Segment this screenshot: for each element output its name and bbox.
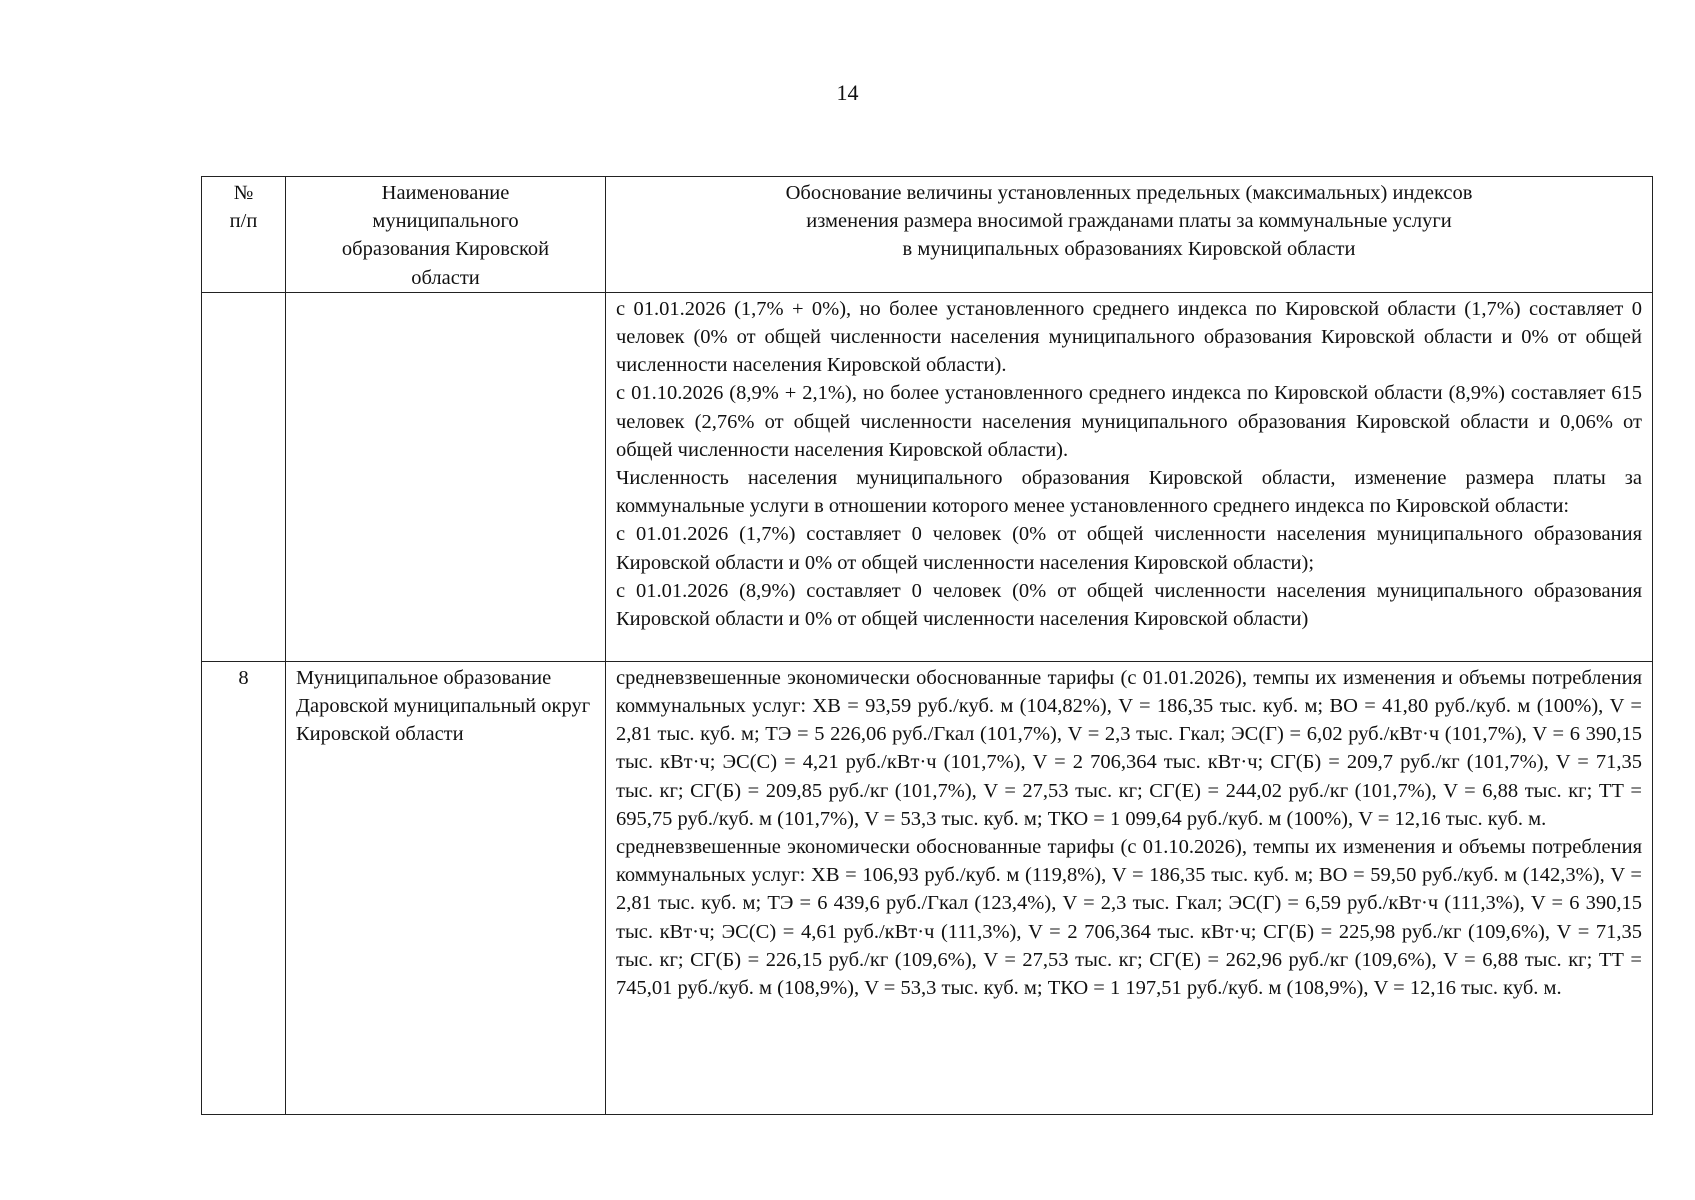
header-justification-line: изменения размера вносимой гражданами платы за коммунальные услуги [806,210,1452,233]
row-number-cell: 8 [202,661,286,1114]
header-justification-line: в муниципальных образованиях Кировской области [902,238,1356,261]
justification-paragraph: с 01.01.2026 (1,7%) составляет 0 человек (0% от общей численности населения муниципального образования Кировской области и 0% от общей численности населения Кировской области); [616,523,1642,574]
tariff-justification-table [201,176,1653,1115]
header-municipality-name [286,177,606,293]
page-number: 14 [836,80,859,105]
row-justification-cell [606,292,1653,661]
justification-paragraph: средневзвешенные экономически обоснованные тарифы (с 01.10.2026), темпы их изменения и объемы потребления коммунальных услуг: ХВ = 106,93 руб./куб. м (119,8%), V = 186,35 тыс. куб. м; ВО = 59,50 руб./куб. м (142,3%), V = 2,81 тыс. куб. м; ТЭ = 6 439,6 руб./Гкал (123,4%), V = 2,3 тыс. Гкал; ЭС(Г) = 6,59 руб./кВт·ч (111,3%), V = 6 390,15 тыс. кВт·ч; ЭС(С) = 4,61 руб./кВт·ч (111,3%), V = 2 706,364 тыс. кВт·ч; СГ(Б) = 225,98 руб./кг (109,6%), V = 71,35 тыс. кг; СГ(Б) = 226,15 руб./кг (109,6%), V = 27,53 тыс. кг; СГ(Е) = 262,96 руб./кг (109,6%), V = 6,88 тыс. кг; ТТ = 745,01 руб./куб. м (108,9%), V = 53,3 тыс. куб. м; ТКО = 1 197,51 руб./куб. м (108,9%), V = 12,16 тыс. куб. м. [616,836,1642,1000]
row-number-cell [202,292,286,661]
row-name-cell [286,292,606,661]
header-number [202,177,286,293]
header-number-line: п/п [229,210,258,233]
justification-paragraph: средневзвешенные экономически обоснованные тарифы (с 01.01.2026), темпы их изменения и объемы потребления коммунальных услуг: ХВ = 93,59 руб./куб. м (104,82%), V = 186,35 тыс. куб. м; ВО = 41,80 руб./куб. м (100%), V = 2,81 тыс. куб. м; ТЭ = 5 226,06 руб./Гкал (101,7%), V = 2,3 тыс. Гкал; ЭС(Г) = 6,02 руб./кВт·ч (101,7%), V = 6 390,15 тыс. кВт·ч; ЭС(С) = 4,21 руб./кВт·ч (101,7%), V = 2 706,364 тыс. кВт·ч; СГ(Б) = 209,7 руб./кг (101,7%), V = 71,35 тыс. кг; СГ(Б) = 209,85 руб./кг (101,7%), V = 27,53 тыс. кг; СГ(Е) = 244,02 руб./кг (101,7%), V = 6,88 тыс. кг; ТТ = 695,75 руб./куб. м (101,7%), V = 53,3 тыс. куб. м; ТКО = 1 099,64 руб./куб. м (100%), V = 12,16 тыс. куб. м. [616,666,1642,830]
justification-paragraph: Численность населения муниципального образования Кировской области, изменение размера платы за коммунальные услуги в отношении которого менее установленного среднего индекса по Кировской области: [616,467,1642,518]
table-row [202,292,1653,661]
header-name-line: области [411,266,480,289]
header-number-line: № [233,182,254,204]
header-justification [606,177,1653,293]
justification-paragraph: с 01.01.2026 (8,9%) составляет 0 человек (0% от общей численности населения муниципального образования Кировской области и 0% от общей численности населения Кировской области) [616,579,1642,631]
header-justification-line: Обоснование величины установленных предельных (максимальных) индексов [785,182,1473,204]
justification-paragraph: с 01.01.2026 (1,7% + 0%), но более установленного среднего индекса по Кировской области (1,7%) составляет 0 человек (0% от общей численности населения муниципального образования Кировской области и 0% от общей численности населения Кировской области). [616,297,1642,377]
header-name-line: Наименование [381,182,510,204]
table-row [202,661,1653,1114]
row-name-cell: Муниципальное образование Даровской муниципальный округ Кировской области [286,661,606,1114]
header-name-line: образования Кировской [341,238,550,261]
header-name-line: муниципального [372,210,519,233]
justification-paragraph: с 01.10.2026 (8,9% + 2,1%), но более установленного среднего индекса по Кировской области (8,9%) составляет 615 человек (2,76% от общей численности населения муниципального образования Кировской области и 0,06% от общей численности населения Кировской области). [616,382,1642,461]
row-justification-cell [606,661,1653,1114]
table-header-row [202,177,1653,293]
